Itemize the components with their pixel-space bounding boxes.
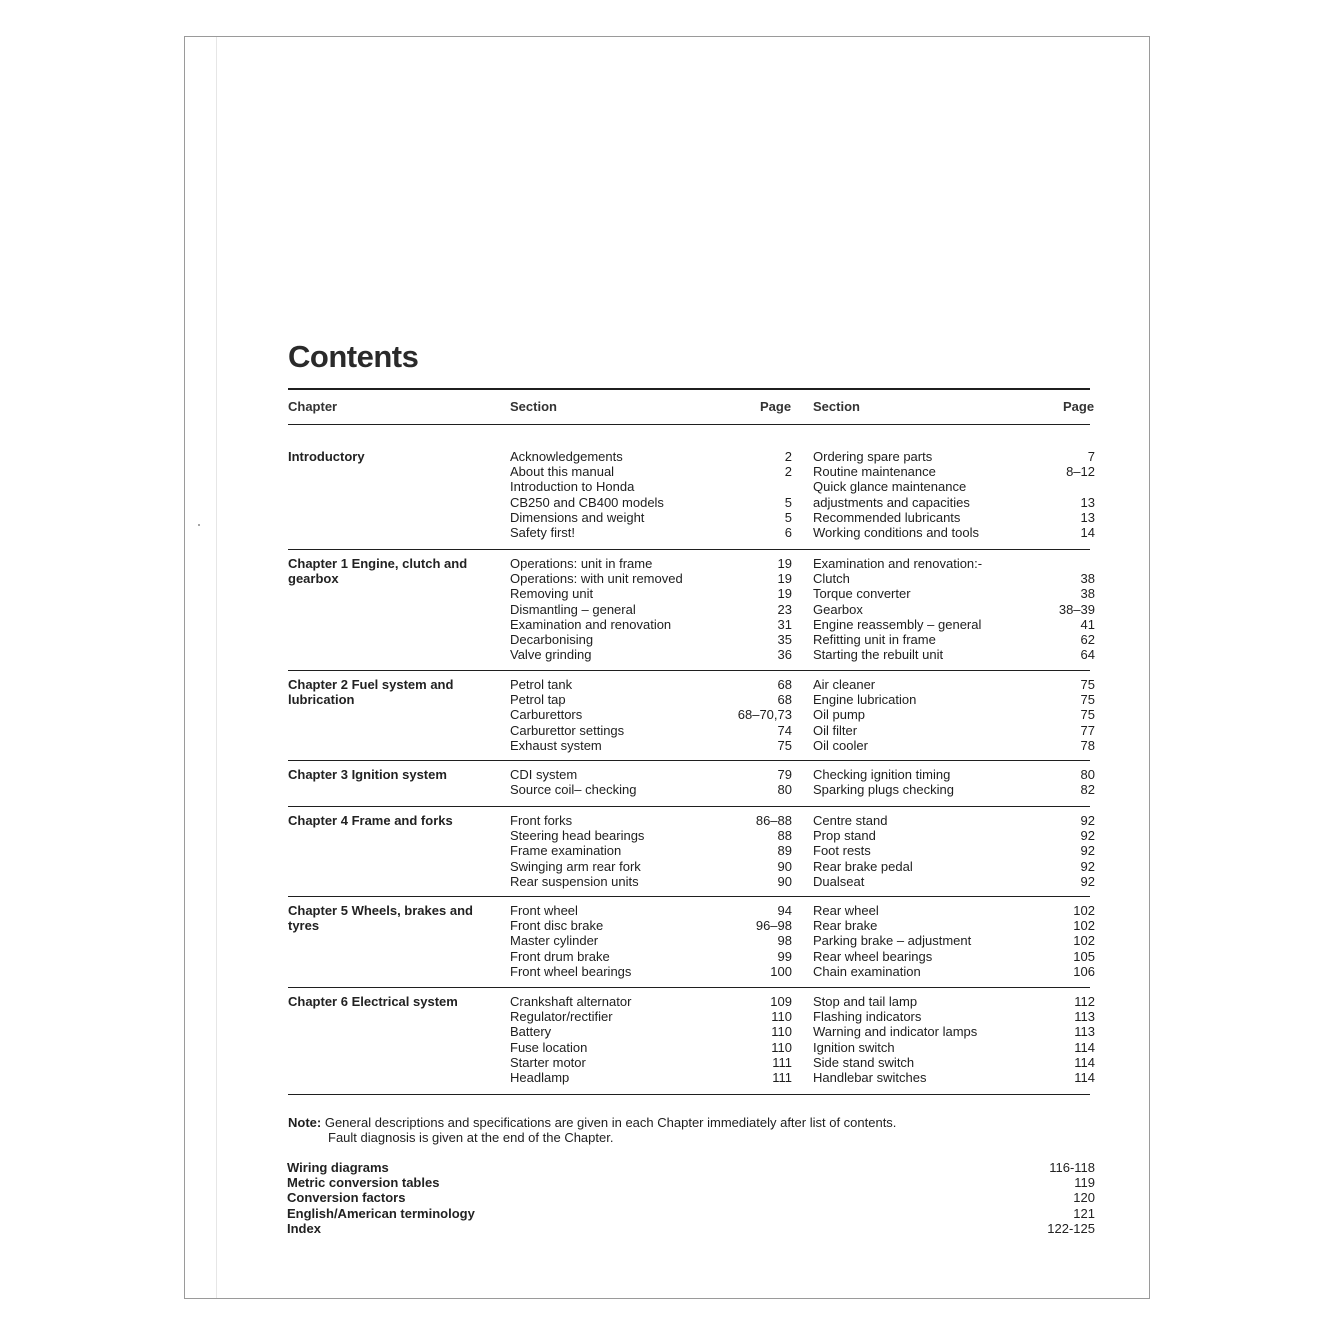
page-number: 74 [777,722,792,738]
header-chapter: Chapter [288,399,338,414]
chapter-divider [288,760,1090,761]
section-label: Examination and renovation:- [813,556,983,571]
list-item [813,828,1095,843]
list-item [510,677,792,692]
section-label: Dualseat [813,873,865,889]
page-number: 114 [1074,1054,1095,1070]
page-number: 114 [1074,1069,1095,1085]
section-label: Engine reassembly – general [813,616,982,632]
chapter-divider [288,896,1090,897]
list-item [287,1175,1095,1190]
list-item [813,495,1095,510]
chapter-title: Chapter 5 Wheels, brakes and tyres [288,903,473,934]
list-item [813,707,1095,722]
list-item [510,723,792,738]
section-label: Safety first! [510,524,576,540]
note-block [288,1115,896,1145]
list-item [510,449,792,464]
page-number: 2 [784,464,792,480]
list-item [510,903,792,918]
list-item [813,949,1095,964]
note-line-2: Fault diagnosis is given at the end of the Chapter. [328,1130,614,1146]
list-item [813,647,1095,662]
section-column-a [510,813,792,889]
list-item [813,782,1095,797]
page-number: 75 [777,737,792,753]
header-page-a: Page [760,399,792,414]
section-label: Carburettor settings [510,722,625,738]
section-column-b [813,767,1095,797]
list-item [510,571,792,586]
list-item [510,692,792,707]
section-label: Rear brake pedal [813,858,913,874]
page-number: 41 [1080,616,1095,632]
list-item [813,617,1095,632]
list-item [813,738,1095,753]
list-item [510,617,792,632]
appendix-label: Conversion factors [287,1190,406,1206]
chapter-title: Chapter 4 Frame and forks [288,813,453,828]
page-number: 111 [772,1054,792,1070]
page-number: 6 [784,524,792,540]
page-number: 36 [777,647,792,663]
section-label: Rear brake [813,918,878,934]
list-item [813,994,1095,1009]
list-item [510,556,792,571]
page-number: 35 [777,631,792,647]
section-label: Dimensions and weight [510,509,645,525]
list-item [510,994,792,1009]
list-item [813,1024,1095,1039]
list-item [813,918,1095,933]
section-label: Decarbonising [510,631,594,647]
page-number: 110 [771,1009,792,1025]
list-item [813,1009,1095,1024]
header-bottom-rule [288,424,1090,425]
list-item [813,859,1095,874]
page-number: 102 [1073,918,1095,934]
section-label: Chain examination [813,963,921,979]
list-item [510,843,792,858]
list-item [813,933,1095,948]
page-number: 94 [777,903,792,918]
section-label: Air cleaner [813,677,876,692]
list-item [813,586,1095,601]
section-label: Acknowledgements [510,449,623,464]
page-number: 102 [1073,903,1095,918]
section-label: Handlebar switches [813,1069,927,1085]
section-label: Routine maintenance [813,464,936,480]
page-number: 19 [777,556,792,571]
list-item [813,813,1095,828]
section-label: Parking brake – adjustment [813,933,972,949]
appendix-label: Wiring diagrams [287,1160,389,1175]
list-item [510,464,792,479]
page-number: 111 [772,1069,792,1085]
section-label: Oil filter [813,722,858,738]
section-label: Sparking plugs checking [813,782,954,798]
section-label: Quick glance maintenance [813,479,967,495]
section-label: Prop stand [813,828,876,844]
list-item [813,556,1095,571]
header-section-b: Section [813,399,860,414]
list-item [813,767,1095,782]
section-label: Recommended lubricants [813,509,961,525]
list-item [510,647,792,662]
section-column-b [813,556,1095,662]
page-number: 114 [1074,1039,1095,1055]
page-number: 89 [777,843,792,859]
section-label: Oil cooler [813,737,868,753]
page-number: 113 [1074,1009,1095,1025]
section-label: Refitting unit in frame [813,631,936,647]
section-column-a [510,994,792,1085]
section-label: Crankshaft alternator [510,994,632,1009]
page-number: 19 [777,586,792,602]
chapter-divider [288,806,1090,807]
section-label: Valve grinding [510,647,592,663]
section-label: Ignition switch [813,1039,895,1055]
page-number: 68 [777,677,792,692]
page-title: Contents [288,339,419,374]
list-item [813,510,1095,525]
page-number: 92 [1080,843,1095,859]
list-item [510,828,792,843]
list-item [813,723,1095,738]
page-number: 13 [1080,509,1095,525]
section-column-a [510,677,792,753]
list-item [287,1206,1095,1221]
list-item [510,495,792,510]
chapter-divider [288,670,1090,671]
section-column-b [813,813,1095,889]
page-number: 7 [1087,449,1095,464]
page-number: 110 [771,1024,792,1040]
page-number: 105 [1073,948,1095,964]
section-column-b [813,903,1095,979]
section-label: Warning and indicator lamps [813,1024,978,1040]
section-label: Carburettors [510,707,583,723]
chapter-title: Chapter 2 Fuel system and lubrication [288,677,454,708]
page-number: 2 [784,449,792,464]
list-item [813,449,1095,464]
section-label: Torque converter [813,586,911,602]
page-number: 62 [1080,631,1095,647]
section-label: Front drum brake [510,948,610,964]
section-label: Petrol tap [510,692,566,708]
page-number: 86–88 [755,813,792,828]
section-label: Front disc brake [510,918,604,934]
page-number: 90 [777,858,792,874]
list-item [813,903,1095,918]
scan-speck [198,524,200,526]
section-label: Removing unit [510,586,594,602]
list-item [510,949,792,964]
page-number: 113 [1074,1024,1095,1040]
page-number: 96–98 [755,918,792,934]
section-label: Examination and renovation [510,616,672,632]
list-item [510,1070,792,1085]
page-number: 79 [777,767,792,782]
page-number: 31 [777,616,792,632]
list-item [813,464,1095,479]
page-number: 92 [1080,813,1095,828]
header-top-rule [288,388,1090,390]
section-label: Frame examination [510,843,622,859]
list-item [510,1009,792,1024]
list-item [510,479,792,494]
page-number: 75 [1080,677,1095,692]
section-label: Dismantling – general [510,601,636,617]
list-item [287,1190,1095,1205]
list-item [813,1070,1095,1085]
page-sheet [184,36,1150,1299]
page-number: 23 [777,601,792,617]
chapter-title: Introductory [288,449,365,464]
page-number: 121 [1073,1205,1095,1221]
section-label: Petrol tank [510,677,573,692]
section-label: Rear wheel bearings [813,948,933,964]
section-label: CDI system [510,767,578,782]
page-number: 98 [777,933,792,949]
section-label: Front wheel bearings [510,963,632,979]
page-number: 88 [777,828,792,844]
section-label: Front forks [510,813,573,828]
section-label: Stop and tail lamp [813,994,918,1009]
page-number: 122-125 [1047,1220,1095,1236]
list-item [287,1160,1095,1175]
list-item [510,813,792,828]
list-item [510,933,792,948]
page-number: 14 [1080,524,1095,540]
page-number: 112 [1074,994,1095,1009]
page-number: 5 [784,509,792,525]
page-number: 116-118 [1049,1160,1095,1175]
chapter-title: Chapter 1 Engine, clutch and gearbox [288,556,468,587]
page-number: 119 [1074,1175,1095,1191]
page-number: 120 [1073,1190,1095,1206]
list-item [813,692,1095,707]
list-item [510,1055,792,1070]
page-number: 90 [777,873,792,889]
page-number: 38–39 [1058,601,1095,617]
section-label: Gearbox [813,601,863,617]
section-label: About this manual [510,464,615,480]
list-item [813,874,1095,889]
extras-list [287,1160,1095,1236]
section-column-a [510,449,792,540]
section-label: Rear wheel [813,903,879,918]
page-number: 82 [1080,782,1095,798]
list-item [510,859,792,874]
section-column-b [813,449,1095,540]
section-column-b [813,994,1095,1085]
section-label: Fuse location [510,1039,588,1055]
section-label: Operations: unit in frame [510,556,653,571]
page-number: 38 [1080,571,1095,587]
list-item [510,510,792,525]
list-item [510,782,792,797]
page-number: 100 [770,963,792,979]
appendix-label: English/American terminology [287,1205,475,1221]
chapter-title: Chapter 3 Ignition system [288,767,447,782]
list-item [813,525,1095,540]
section-label: Battery [510,1024,552,1040]
header-page-b: Page [1063,399,1095,414]
list-item [510,767,792,782]
page-number: 19 [777,571,792,587]
chapter-divider [288,549,1090,550]
section-label: Operations: with unit removed [510,571,683,587]
list-item [813,677,1095,692]
page-number: 106 [1073,963,1095,979]
list-item [287,1221,1095,1236]
list-item [510,874,792,889]
section-label: Exhaust system [510,737,602,753]
page-number: 102 [1073,933,1095,949]
section-label: Regulator/rectifier [510,1009,613,1025]
section-column-a [510,556,792,662]
binding-line [216,37,217,1298]
page-number: 5 [784,494,792,510]
list-item [510,525,792,540]
section-column-a [510,767,792,797]
section-label: Engine lubrication [813,692,917,708]
list-item [813,479,1095,494]
note-line-1: General descriptions and specifications are given in each Chapter immediately after list of contents. [324,1115,897,1130]
page-number: 64 [1080,647,1095,663]
section-label: Side stand switch [813,1054,915,1070]
page-number: 99 [777,948,792,964]
list-item [813,964,1095,979]
section-label: Flashing indicators [813,1009,922,1025]
page-number: 68 [777,692,792,708]
page-number: 8–12 [1066,464,1095,480]
page-number: 92 [1080,858,1095,874]
list-item [813,843,1095,858]
page-number: 75 [1080,692,1095,708]
section-label: Headlamp [510,1069,570,1085]
header-section-a: Section [510,399,557,414]
page-number: 109 [770,994,792,1009]
note-prefix: Note: [288,1115,322,1130]
chapter-divider [288,987,1090,988]
page-number: 68–70,73 [737,707,792,723]
section-label: Clutch [813,571,850,587]
list-item [510,964,792,979]
section-column-b [813,677,1095,753]
section-label: Starting the rebuilt unit [813,647,944,663]
list-item [813,1040,1095,1055]
section-label: Swinging arm rear fork [510,858,641,874]
list-item [510,918,792,933]
section-label: Front wheel [510,903,578,918]
page-number: 38 [1080,586,1095,602]
list-item [510,738,792,753]
list-item [510,1040,792,1055]
section-label: Source coil– checking [510,782,637,798]
section-label: Ordering spare parts [813,449,933,464]
list-item [813,602,1095,617]
page-number: 75 [1080,707,1095,723]
section-label: Introduction to Honda [510,479,635,495]
list-item [510,707,792,722]
section-label: Master cylinder [510,933,599,949]
list-item [813,1055,1095,1070]
page-number: 78 [1080,737,1095,753]
page-number: 110 [771,1039,792,1055]
section-label: Checking ignition timing [813,767,951,782]
section-label: Oil pump [813,707,866,723]
page-number: 77 [1080,722,1095,738]
list-item [510,632,792,647]
list-item [510,586,792,601]
appendix-label: Index [287,1220,321,1236]
section-label: Starter motor [510,1054,586,1070]
page-number: 13 [1080,494,1095,510]
section-label: Centre stand [813,813,888,828]
page-number: 92 [1080,873,1095,889]
section-label: adjustments and capacities [813,494,970,510]
page-number: 80 [1080,767,1095,782]
section-label: CB250 and CB400 models [510,494,664,510]
section-label: Rear suspension units [510,873,639,889]
page-number: 80 [777,782,792,798]
section-label: Working conditions and tools [813,524,979,540]
list-item [813,571,1095,586]
section-label: Foot rests [813,843,871,859]
table-bottom-rule [288,1094,1090,1095]
list-item [510,602,792,617]
appendix-label: Metric conversion tables [287,1175,440,1191]
section-label: Steering head bearings [510,828,645,844]
list-item [813,632,1095,647]
list-item [510,1024,792,1039]
chapter-title: Chapter 6 Electrical system [288,994,458,1009]
page-number: 92 [1080,828,1095,844]
section-column-a [510,903,792,979]
